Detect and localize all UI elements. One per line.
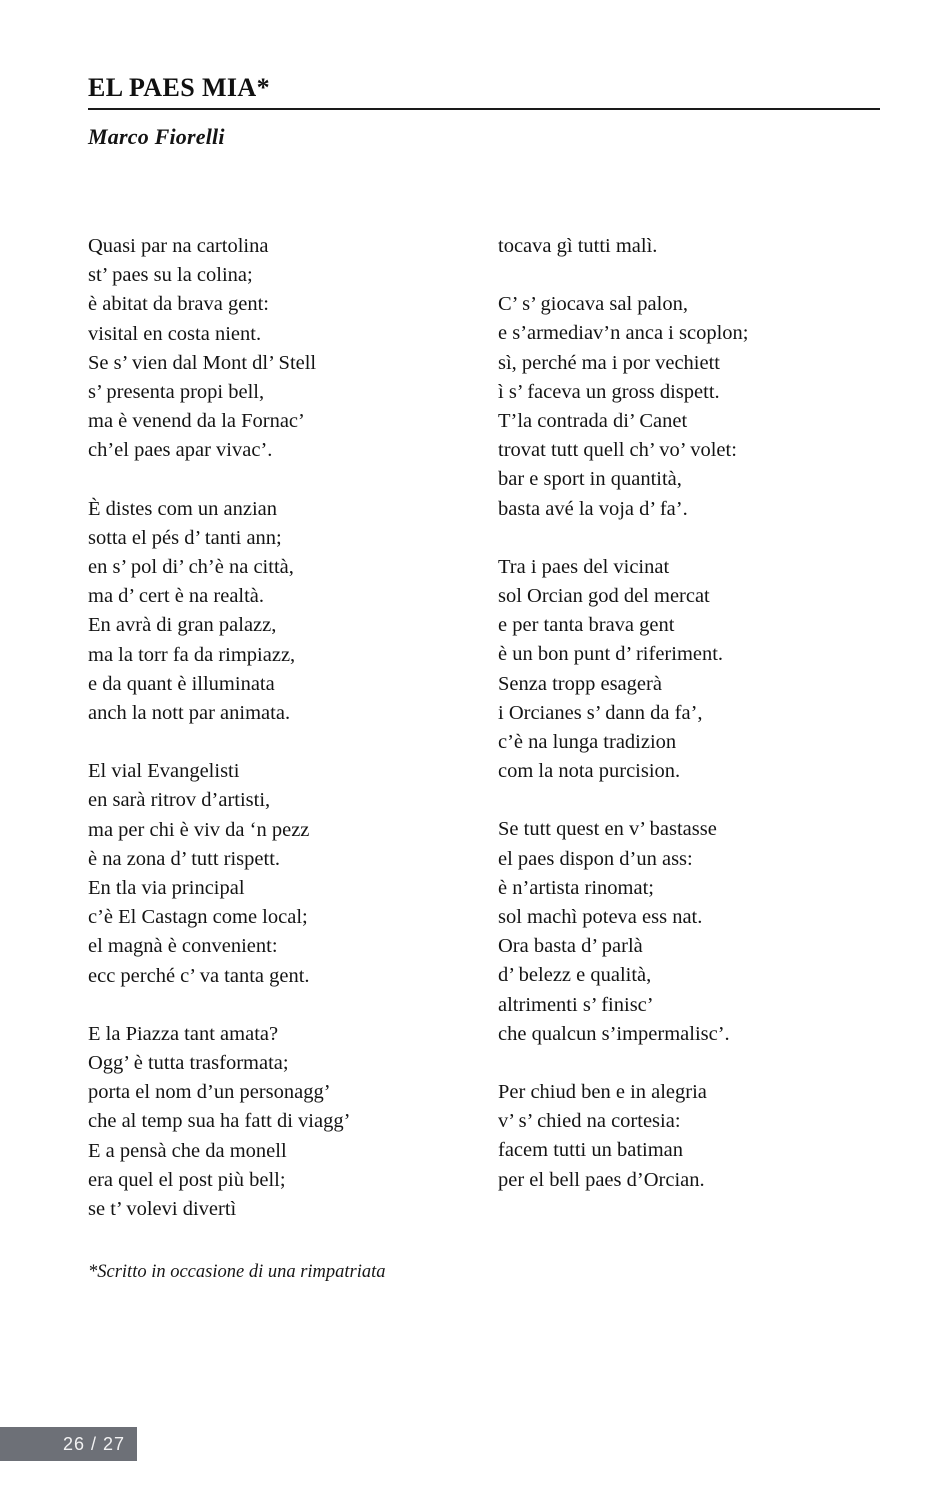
poem-line: d’ belezz e qualità, [498,964,652,987]
page-footer-bar [0,1427,137,1461]
poem-line: facem tutti un batiman [498,1139,684,1162]
poem-line: ma la torr fa da rimpiazz, [88,643,296,666]
poem-line: en sarà ritrov d’artisti, [88,789,271,812]
poem-line: c’è El Castagn come local; [88,906,308,929]
poem-line: sì, perché ma i por vechiett [498,351,720,374]
poem-line: el magnà è convenient: [88,935,278,958]
poem-line: i Orcianes s’ dann da fa’, [498,701,703,724]
poem-line: s’ presenta propi bell, [88,381,265,404]
poem-line: Se s’ vien dal Mont dl’ Stell [88,351,317,374]
poem-stanza [498,815,888,1049]
poem-line: ma per chi è viv da ‘n pezz [88,818,310,841]
poem-line: e s’armediav’n anca i scoplon; [498,322,749,345]
poem-line: È distes com un anzian [88,497,278,520]
document-header [88,74,880,150]
poem-line: trovat tutt quell ch’ vo’ volet: [498,439,737,462]
poem-line: per el bell paes d’Orcian. [498,1168,705,1191]
poem-line: che qualcun s’impermalisc’. [498,1022,730,1045]
poem-line: se t’ volevi divertì [88,1198,237,1221]
poem-line: el paes dispon d’un ass: [498,847,693,870]
page-number: 26 / 27 [62,1433,125,1454]
poem-line: e da quant è illuminata [88,672,275,695]
poem-stanza [498,553,888,787]
poem-line: st’ paes su la colina; [88,264,253,287]
poem-line: En tla via principal [88,877,245,900]
poem-line: è un bon punt d’ riferiment. [498,643,724,666]
poem-line: v’ s’ chied na cortesia: [498,1110,681,1133]
poem-line: E la Piazza tant amata? [88,1022,279,1045]
page-title: EL PAES MIA* [88,73,271,102]
poem-line: E a pensà che da monell [88,1139,287,1162]
poem-stanza [498,290,888,524]
poem-line: Se tutt quest en v’ bastasse [498,818,717,841]
poem-line: c’è na lunga tradizion [498,731,677,754]
poem-line: sol Orcian god del mercat [498,585,710,608]
poem-column-left [88,232,488,1224]
poem-line: T’la contrada di’ Canet [498,410,688,433]
poem-line: com la nota purcision. [498,760,681,783]
poem-stanza [88,495,488,729]
poem-stanza [88,1020,488,1224]
poem-column-right [488,232,888,1224]
poem-line: anch la nott par animata. [88,702,291,725]
poem-line: Ora basta d’ parlà [498,935,643,958]
footnote: *Scritto in occasione di una rimpatriata [88,1262,386,1282]
poem-line: che al temp sua ha fatt di viagg’ [88,1110,351,1133]
poem-stanza [88,232,488,466]
poem-line: bar e sport in quantità, [498,468,682,491]
poem-line: C’ s’ giocava sal palon, [498,293,688,316]
poem-stanza [498,1078,888,1195]
poem-line: porta el nom d’un personagg’ [88,1081,331,1104]
poem-line: sotta el pés d’ tanti ann; [88,526,282,549]
poem-line: e per tanta brava gent [498,614,675,637]
poem-line: sol machì poteva ess nat. [498,906,703,929]
poem-line: ecc perché c’ va tanta gent. [88,964,310,987]
poem-line: Quasi par na cartolina [88,235,269,257]
poem-line: altrimenti s’ finisc’ [498,993,654,1016]
poem-line: è abitat da brava gent: [88,293,269,316]
poem-body [88,232,888,1224]
poem-line: è n’artista rinomat; [498,876,654,899]
poem-stanza [498,232,888,261]
poem-line: era quel el post più bell; [88,1168,286,1191]
poem-line: ma d’ cert è na realtà. [88,585,265,608]
poem-line: Tra i paes del vicinat [498,555,670,578]
poem-line: Per chiud ben e in alegria [498,1081,707,1104]
poem-line: El vial Evangelisti [88,760,240,783]
author-name: Marco Fiorelli [88,124,225,150]
poem-stanza [88,757,488,991]
title-divider [88,108,880,110]
poem-line: tocava gì tutti malì. [498,235,658,257]
poem-line: ì s’ faceva un gross dispett. [498,380,720,403]
poem-line: en s’ pol di’ ch’è na città, [88,556,294,579]
poem-line: visital en costa nient. [88,322,262,345]
poem-line: En avrà di gran palazz, [88,614,277,637]
poem-line: Ogg’ è tutta trasformata; [88,1052,289,1075]
poem-line: ma è venend da la Fornac’ [88,410,305,433]
poem-line: ch’el paes apar vivac’. [88,439,273,462]
poem-line: è na zona d’ tutt rispett. [88,847,281,870]
poem-line: Senza tropp esagerà [498,672,662,695]
poem-line: basta avé la voja d’ fa’. [498,497,688,520]
